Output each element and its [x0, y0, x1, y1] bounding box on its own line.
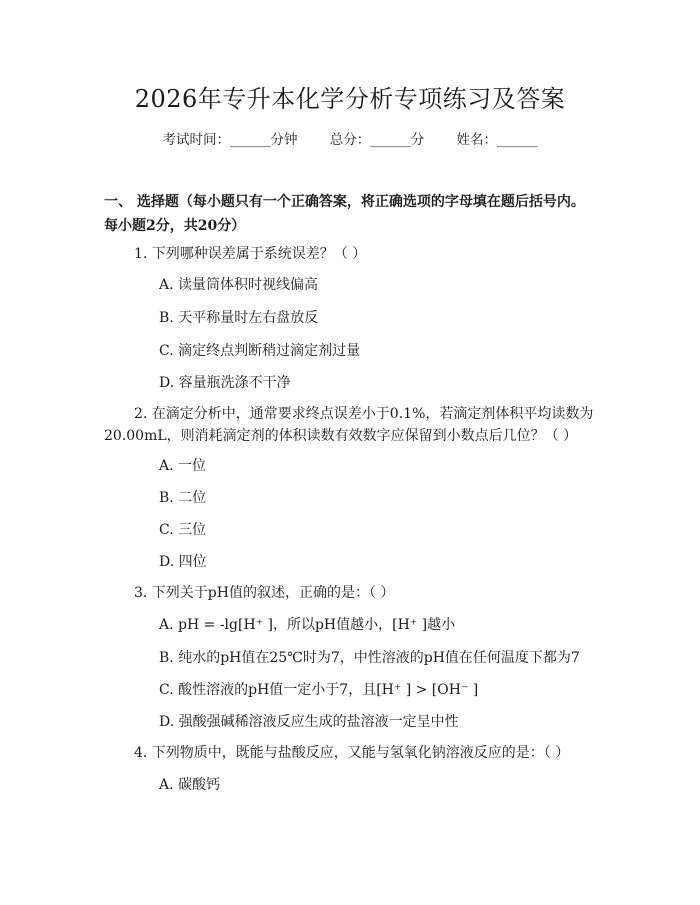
question-2-option-a: A. 一位 [159, 458, 207, 474]
question-2-option-b: B. 二位 [159, 490, 207, 506]
page-title: 2026年专升本化学分析专项练习及答案 [134, 85, 566, 113]
question-3-option-d: D. 强酸强碱稀溶液反应生成的盐溶液一定呈中性 [159, 714, 459, 730]
question-4-text: 4. 下列物质中，既能与盐酸反应，又能与氢氧化钠溶液反应的是：（ ） [134, 745, 570, 761]
question-1-option-b: B. 天平称量时左右盘放反 [159, 310, 319, 326]
question-3-option-b: B. 纯水的pH值在25℃时为7，中性溶液的pH值在任何温度下都为7 [159, 650, 580, 666]
question-4-stem [104, 743, 598, 763]
exam-meta [0, 130, 700, 150]
question-2-text-line1: 2. 在滴定分析中，通常要求终点误差小于0.1%，若滴定剂体积平均读数为 [134, 406, 594, 422]
question-3-stem [104, 583, 598, 603]
exam-time: 考试时间：______分钟 [162, 132, 298, 148]
section-heading: 一、 选择题（每小题只有一个正确答案，将正确选项的字母填在题后括号内。每小题2分，共20分） [104, 194, 585, 234]
question-1-option-a: A. 读量筒体积时视线偏高 [159, 277, 319, 293]
question-3-text: 3. 下列关于pH值的叙述，正确的是：（ ） [134, 585, 395, 601]
question-2-stem-line2: 20.00mL，则消耗滴定剂的体积读数有效数字应保留到小数点后几位？（ ） [104, 428, 578, 444]
question-1-stem [104, 244, 598, 264]
question-3-option-c: C. 酸性溶液的pH值一定小于7，且[H⁺ ] > [OH⁻ ] [159, 682, 479, 698]
exam-name: 姓名：______ [456, 132, 538, 148]
question-2-option-c: C. 三位 [159, 522, 207, 538]
exam-score: 总分：______分 [329, 132, 425, 148]
question-1-text: 1. 下列哪种误差属于系统误差？（ ） [134, 246, 367, 262]
question-2-stem-line1 [104, 404, 598, 424]
question-2-option-d: D. 四位 [159, 554, 207, 570]
question-4-option-a: A. 碳酸钙 [159, 777, 221, 793]
question-1-option-d: D. 容量瓶洗涤不干净 [159, 375, 291, 391]
question-1-option-c: C. 滴定终点判断稍过滴定剂过量 [159, 343, 361, 359]
question-3-option-a: A. pH = -lg[H⁺ ]，所以pH值越小，[H⁺ ]越小 [159, 617, 456, 633]
